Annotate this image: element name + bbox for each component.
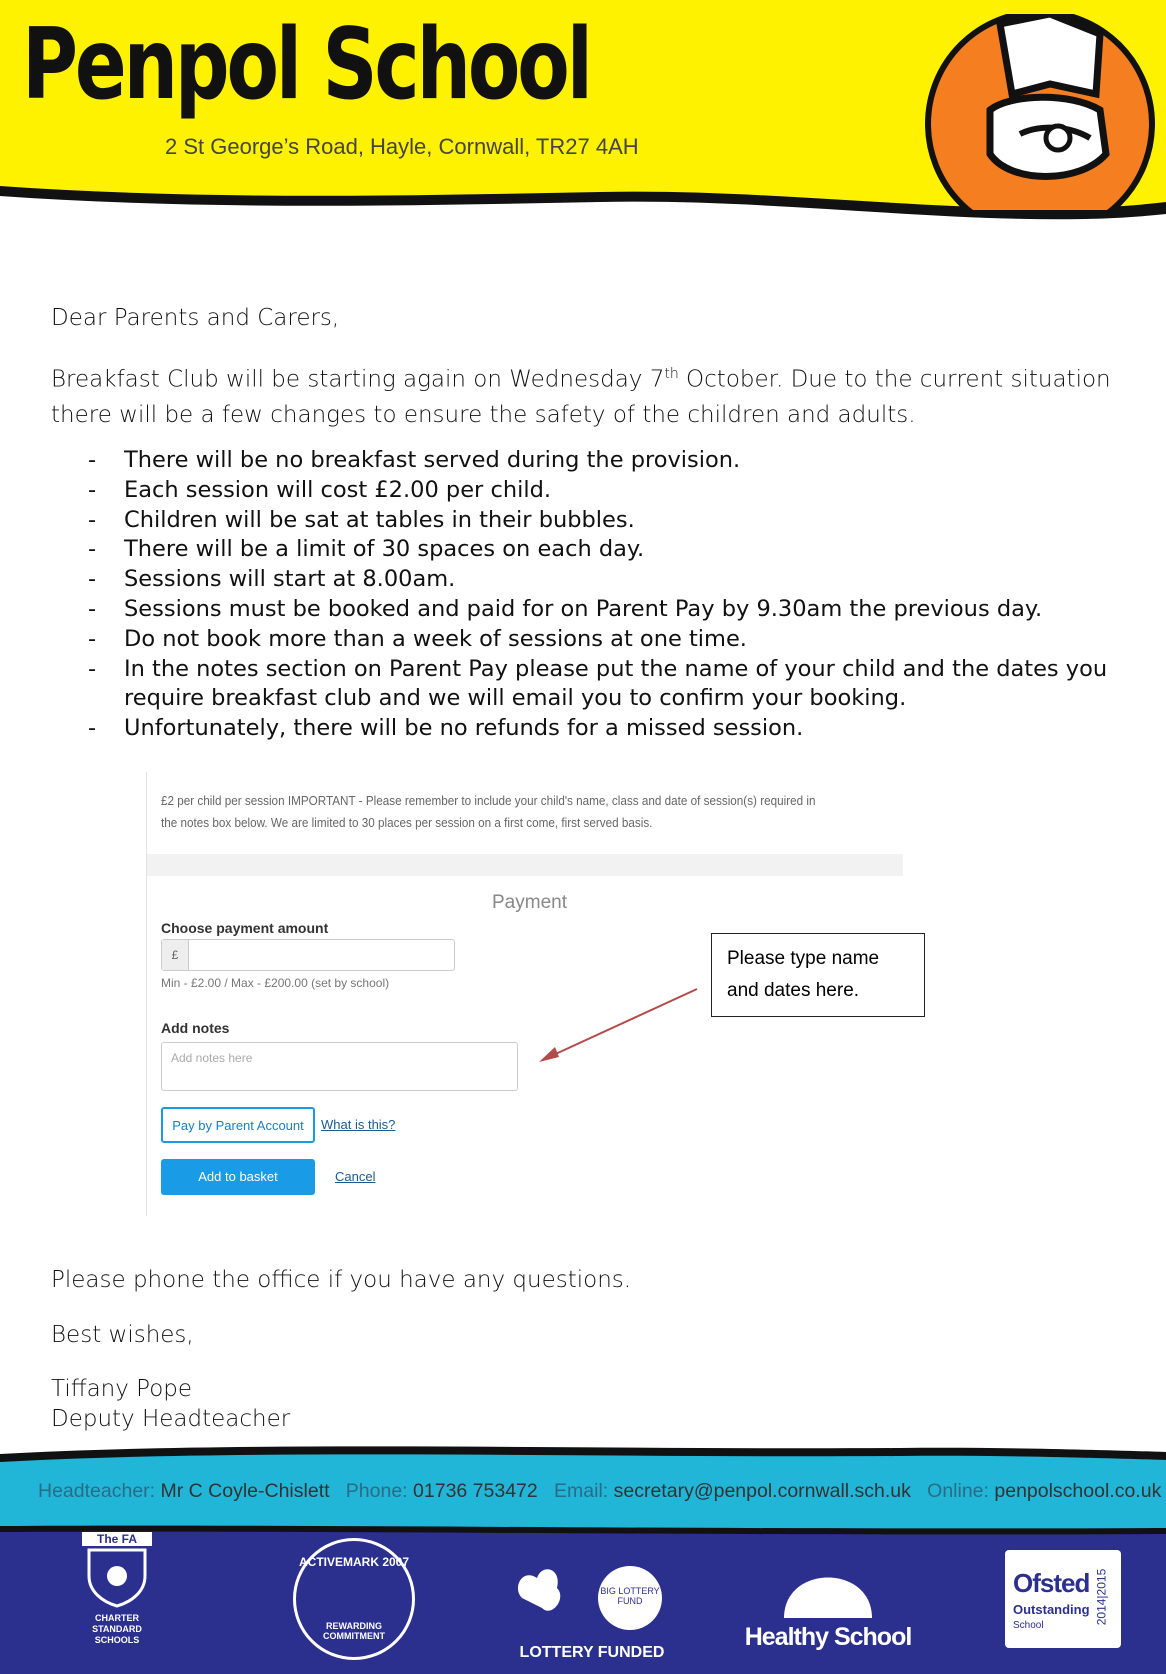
ofsted-years: 2014|2015	[1094, 1568, 1109, 1626]
cancel-link[interactable]: Cancel	[335, 1169, 376, 1184]
email-address[interactable]: secretary@penpol.cornwall.sch.uk	[613, 1480, 911, 1502]
list-item: - There will be a limit of 30 spaces on each day.	[85, 535, 1125, 565]
list-item: - In the notes section on Parent Pay please put the name of your child and the dates you require breakfast club and we will email you to confirm your booking.	[85, 655, 1125, 715]
healthy-school-logo	[738, 1544, 918, 1652]
fa-logo-title: The FA	[82, 1532, 152, 1546]
healthy-school-figures-icon	[780, 1544, 876, 1618]
ofsted-school: School	[1013, 1620, 1044, 1631]
website-link[interactable]: penpolschool.co.uk	[994, 1480, 1162, 1502]
annotation-callout	[711, 933, 925, 1017]
ofsted-grade: Outstanding	[1013, 1602, 1090, 1617]
signatory-name: Tiffany Pope	[51, 1376, 193, 1402]
sign-off: Best wishes,	[51, 1322, 194, 1348]
activemark-logo	[293, 1538, 415, 1660]
online-label: Online:	[927, 1480, 989, 1502]
accreditation-logos	[0, 1530, 1166, 1674]
lottery-hand-icon	[512, 1558, 572, 1630]
list-item: - There will be no breakfast served during the provision.	[85, 446, 1125, 476]
phone-label: Phone:	[345, 1480, 408, 1502]
currency-symbol: £	[162, 940, 189, 970]
list-item: - Children will be sat at tables in their bubbles.	[85, 506, 1125, 536]
lottery-funded-label: LOTTERY FUNDED	[519, 1644, 665, 1661]
list-item: - Do not book more than a week of sessions at one time.	[85, 625, 1125, 655]
amount-label: Choose payment amount	[161, 920, 329, 936]
notes-input[interactable]: Add notes here	[161, 1042, 518, 1091]
greeting: Dear Parents and Carers,	[51, 305, 340, 331]
signatory-role: Deputy Headteacher	[51, 1406, 291, 1432]
ofsted-logo	[1005, 1550, 1121, 1648]
contact-bar	[38, 1480, 1162, 1503]
fa-charter-logo	[82, 1532, 152, 1646]
big-lottery-fund-badge: BIG LOTTERY FUND	[598, 1566, 662, 1630]
amount-hint: Min - £2.00 / Max - £200.00 (set by school)	[161, 976, 390, 990]
callout-line: Please type name	[727, 948, 880, 969]
letterhead	[0, 0, 1166, 230]
pay-by-parent-account-button[interactable]: Pay by Parent Account	[161, 1107, 315, 1143]
callout-line: and dates here.	[727, 980, 860, 1001]
intro-paragraph: Breakfast Club will be starting again on Wednesday 7th October. Due to the current situation there will be a few changes to ensure the safety of the children and adults.	[51, 366, 1111, 428]
school-logo-icon	[900, 14, 1166, 210]
rules-list	[85, 446, 1125, 744]
divider-bar	[147, 854, 903, 876]
payment-title: Payment	[492, 892, 567, 913]
phone-number[interactable]: 01736 753472	[413, 1480, 538, 1502]
fa-shield-icon	[85, 1546, 149, 1608]
what-is-this-link[interactable]: What is this?	[321, 1117, 396, 1132]
list-item: - Sessions must be booked and paid for on Parent Pay by 9.30am the previous day.	[85, 595, 1125, 625]
school-address: 2 St George’s Road, Hayle, Cornwall, TR27 4AH	[165, 134, 639, 159]
notes-label: Add notes	[161, 1020, 230, 1036]
headteacher-name: Mr C Coyle-Chislett	[160, 1480, 330, 1502]
fa-logo-subtitle: CHARTER STANDARD SCHOOLS	[92, 1613, 142, 1645]
payment-note: £2 per child per session IMPORTANT - Please remember to include your child's name, class and date of session(s) required in the notes box below. We are limited to 30 places per session on a first come, first served basis.	[161, 793, 816, 830]
activemark-subtitle: REWARDING COMMITMENT	[323, 1621, 385, 1641]
email-label: Email:	[554, 1480, 609, 1502]
list-item: - Unfortunately, there will be no refunds for a missed session.	[85, 714, 1125, 744]
amount-input[interactable]	[161, 939, 455, 971]
headteacher-label: Headteacher:	[38, 1480, 156, 1502]
healthy-school-label: Healthy School	[744, 1623, 912, 1651]
list-item: - Each session will cost £2.00 per child.	[85, 476, 1125, 506]
add-to-basket-button[interactable]: Add to basket	[161, 1159, 315, 1195]
list-item: - Sessions will start at 8.00am.	[85, 565, 1125, 595]
school-name: Penpol School	[22, 8, 590, 122]
arrow-icon	[535, 985, 715, 1065]
ofsted-title: Ofsted	[1013, 1568, 1090, 1598]
activemark-title: ACTIVEMARK 2007	[298, 1555, 410, 1569]
closing-line: Please phone the office if you have any questions.	[51, 1267, 632, 1293]
